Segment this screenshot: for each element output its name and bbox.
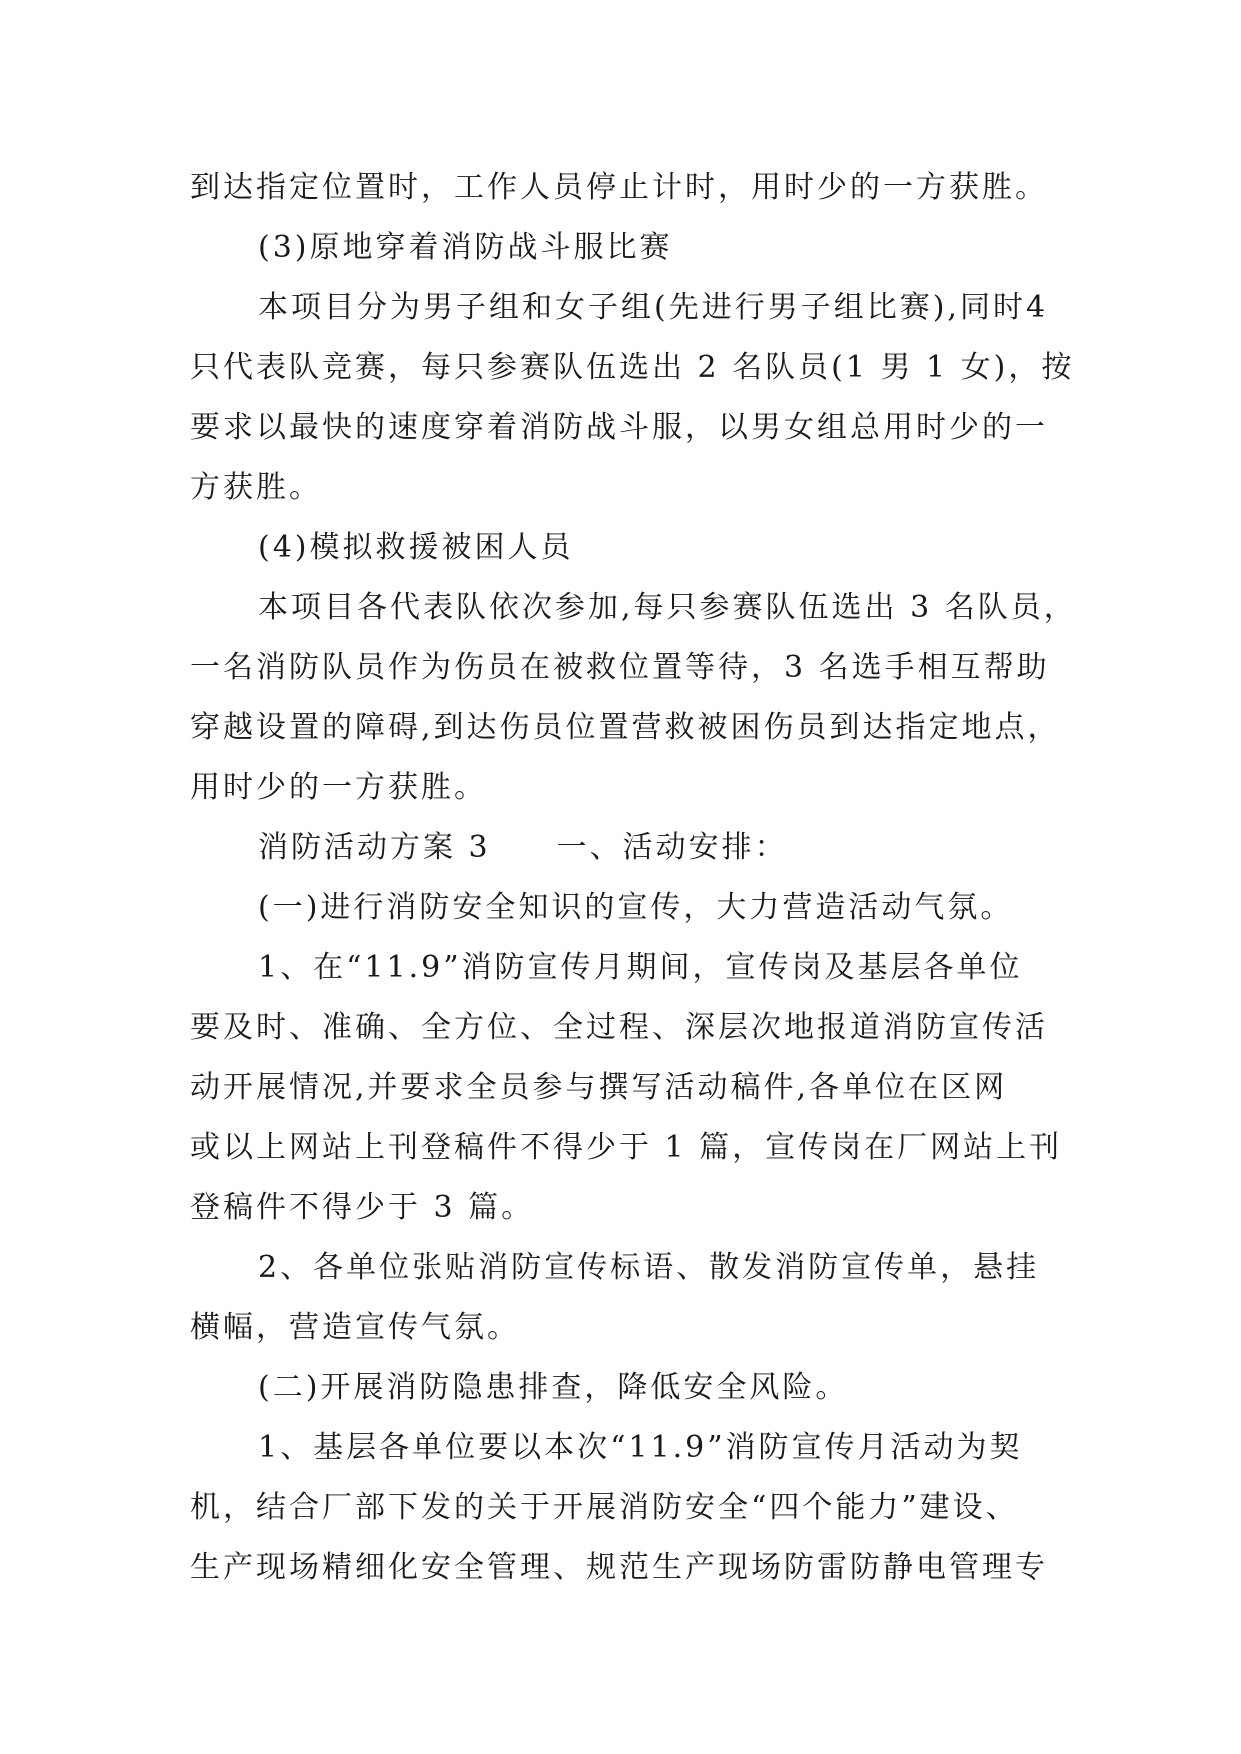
text-line: 生产现场精细化安全管理、规范生产现场防雷防静电管理专 — [190, 1550, 1048, 1585]
text-line: 登稿件不得少于 3 篇。 — [190, 1190, 535, 1225]
text-line: (一)进行消防安全知识的宣传，大力营造活动气氛。 — [258, 890, 1014, 925]
text-line: 2、各单位张贴消防宣传标语、散发消防宣传单，悬挂 — [258, 1250, 1040, 1285]
text-line: (二)开展消防隐患排查，降低安全风险。 — [258, 1370, 849, 1405]
text-line: (3)原地穿着消防战斗服比赛 — [258, 230, 673, 265]
text-line: 本项目各代表队依次参加,每只参赛队伍选出 3 名队员， — [258, 590, 1077, 625]
text-line: 穿越设置的障碍,到达伤员位置营救被困伤员到达指定地点， — [190, 710, 1061, 745]
text-line: 机，结合厂部下发的关于开展消防安全“四个能力”建设、 — [190, 1490, 1019, 1525]
text-line: 动开展情况,并要求全员参与撰写活动稿件,各单位在区网 — [190, 1070, 1008, 1105]
text-line: 1、在“11.9”消防宣传月期间，宣传岗及基层各单位 — [258, 950, 1023, 985]
document-body — [190, 158, 1077, 1598]
text-line: 方获胜。 — [190, 470, 322, 505]
text-line: 要求以最快的速度穿着消防战斗服，以男女组总用时少的一 — [190, 410, 1048, 445]
text-line: 本项目分为男子组和女子组(先进行男子组比赛),同时4 — [258, 290, 1049, 325]
text-line: 只代表队竞赛，每只参赛队伍选出 2 名队员(1 男 1 女)，按 — [190, 350, 1075, 385]
text-line: 一名消防队员作为伤员在被救位置等待，3 名选手相互帮助 — [190, 650, 1050, 685]
text-line: 用时少的一方获胜。 — [190, 770, 487, 805]
text-line: 要及时、准确、全方位、全过程、深层次地报道消防宣传活 — [190, 1010, 1048, 1045]
text-line: 横幅，营造宣传气氛。 — [190, 1310, 520, 1345]
text-line: (4)模拟救援被困人员 — [258, 530, 574, 565]
text-line: 1、基层各单位要以本次“11.9”消防宣传月活动为契 — [258, 1430, 1023, 1465]
text-line: 或以上网站上刊登稿件不得少于 1 篇，宣传岗在厂网站上刊 — [190, 1130, 1063, 1165]
text-line: 消防活动方案 3 一、活动安排： — [258, 830, 788, 865]
text-line: 到达指定位置时，工作人员停止计时，用时少的一方获胜。 — [190, 170, 1048, 205]
